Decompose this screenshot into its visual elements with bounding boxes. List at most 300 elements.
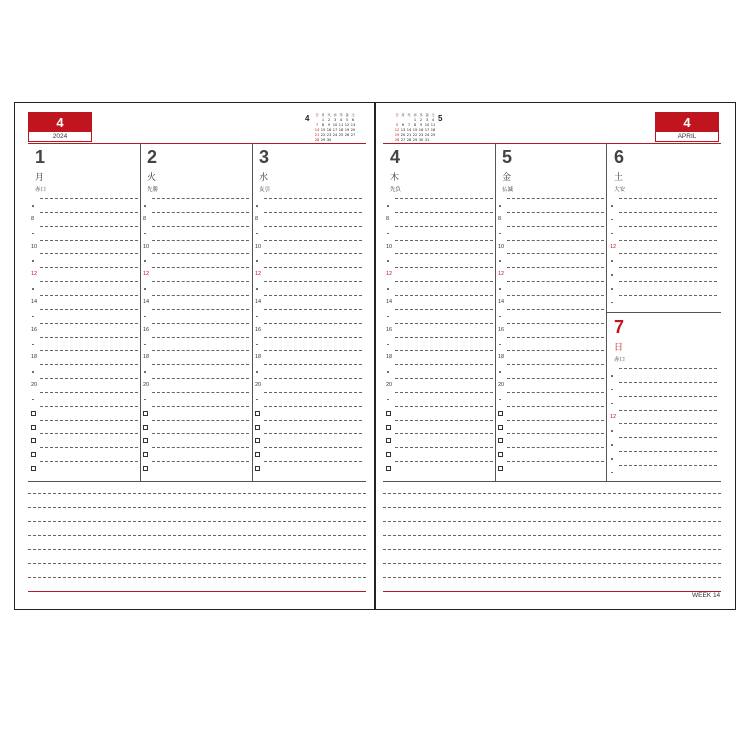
- schedule-line[interactable]: [40, 323, 138, 324]
- note-line[interactable]: [383, 549, 721, 550]
- schedule-line[interactable]: [395, 461, 493, 462]
- checkbox[interactable]: [143, 425, 148, 430]
- schedule-line[interactable]: [40, 350, 138, 351]
- schedule-line[interactable]: [264, 323, 362, 324]
- schedule-line[interactable]: [264, 198, 362, 199]
- time-tick: [32, 316, 34, 318]
- hour-label: 8: [386, 215, 390, 222]
- schedule-line[interactable]: [40, 281, 138, 282]
- mini-calendar-day: 25: [338, 133, 344, 137]
- checkbox[interactable]: [255, 438, 260, 443]
- schedule-line[interactable]: [395, 392, 493, 393]
- column-bottom-rule: [28, 481, 366, 482]
- mini-calendar-day: 21: [314, 133, 320, 137]
- day-number: 1: [35, 147, 46, 167]
- mini-calendar-day: 20: [350, 128, 356, 132]
- schedule-line[interactable]: [40, 420, 138, 421]
- mini-calendar-month: 5: [438, 114, 443, 123]
- schedule-line[interactable]: [619, 212, 717, 213]
- time-tick: [256, 288, 258, 290]
- schedule-line[interactable]: [40, 433, 138, 434]
- hour-label: 10: [498, 243, 505, 250]
- hour-label: 10: [255, 243, 262, 250]
- column-divider: [140, 143, 141, 481]
- schedule-line[interactable]: [395, 420, 493, 421]
- mini-calendar-day: 9: [419, 123, 423, 127]
- hour-label: 18: [386, 354, 393, 361]
- schedule-line[interactable]: [619, 465, 717, 466]
- mini-calendar-day: 11: [338, 123, 344, 127]
- time-tick: [611, 458, 613, 460]
- schedule-line[interactable]: [264, 406, 362, 407]
- schedule-line[interactable]: [507, 447, 604, 448]
- hour-label: 14: [498, 298, 505, 305]
- time-tick: [387, 399, 389, 401]
- mini-calendar-day: 15: [320, 128, 326, 132]
- time-tick: [144, 344, 146, 346]
- schedule-line[interactable]: [507, 406, 604, 407]
- schedule-line[interactable]: [395, 198, 493, 199]
- schedule-line[interactable]: [395, 378, 493, 379]
- schedule-line[interactable]: [395, 253, 493, 254]
- schedule-line[interactable]: [264, 267, 362, 268]
- mini-calendar-day: 14: [406, 128, 412, 132]
- note-line[interactable]: [28, 507, 366, 508]
- schedule-line[interactable]: [40, 226, 138, 227]
- schedule-line[interactable]: [264, 253, 362, 254]
- month-number: 4: [656, 113, 718, 132]
- hour-label: 18: [498, 354, 505, 361]
- weekday-label: 木: [419, 113, 423, 117]
- schedule-line[interactable]: [507, 295, 604, 296]
- schedule-line[interactable]: [264, 281, 362, 282]
- hour-label: 18: [255, 354, 262, 361]
- schedule-line[interactable]: [40, 267, 138, 268]
- time-tick: [387, 344, 389, 346]
- schedule-line[interactable]: [507, 461, 604, 462]
- hour-label: 20: [31, 382, 38, 389]
- note-line[interactable]: [383, 493, 721, 494]
- note-line[interactable]: [383, 521, 721, 522]
- time-tick: [32, 205, 34, 207]
- time-tick: [387, 233, 389, 235]
- time-tick: [499, 344, 501, 346]
- mini-calendar-day: 29: [412, 138, 418, 142]
- rokuyo-label: 友引: [259, 187, 271, 193]
- schedule-line[interactable]: [152, 406, 249, 407]
- schedule-line[interactable]: [152, 392, 249, 393]
- note-line[interactable]: [28, 577, 366, 578]
- checkbox[interactable]: [143, 411, 148, 416]
- schedule-line[interactable]: [619, 451, 717, 452]
- schedule-line[interactable]: [152, 364, 249, 365]
- mini-calendar-day: 8: [321, 123, 325, 127]
- schedule-line[interactable]: [619, 382, 717, 383]
- schedule-line[interactable]: [619, 226, 717, 227]
- time-tick: [611, 302, 613, 304]
- time-tick: [611, 205, 613, 207]
- schedule-line[interactable]: [152, 240, 249, 241]
- schedule-line[interactable]: [395, 226, 493, 227]
- checkbox[interactable]: [498, 411, 503, 416]
- schedule-line[interactable]: [395, 364, 493, 365]
- checkbox[interactable]: [386, 411, 391, 416]
- checkbox[interactable]: [498, 438, 503, 443]
- schedule-line[interactable]: [619, 198, 717, 199]
- time-tick: [499, 260, 501, 262]
- left-page: [15, 103, 374, 609]
- schedule-line[interactable]: [40, 309, 138, 310]
- hour-label: 10: [31, 243, 38, 250]
- schedule-line[interactable]: [507, 281, 604, 282]
- time-tick: [144, 288, 146, 290]
- schedule-line[interactable]: [152, 433, 249, 434]
- schedule-line[interactable]: [40, 240, 138, 241]
- saturday-sunday-divider: [607, 312, 721, 313]
- mini-calendar-day: 1: [413, 118, 417, 122]
- schedule-line[interactable]: [40, 295, 138, 296]
- schedule-line[interactable]: [264, 240, 362, 241]
- weekday-label: 木: [339, 113, 343, 117]
- hour-label: 14: [31, 298, 38, 305]
- schedule-line[interactable]: [264, 364, 362, 365]
- schedule-line[interactable]: [264, 378, 362, 379]
- footer-rule: [383, 591, 721, 592]
- schedule-line[interactable]: [619, 410, 717, 411]
- schedule-line[interactable]: [152, 267, 249, 268]
- schedule-line[interactable]: [40, 392, 138, 393]
- schedule-line[interactable]: [395, 240, 493, 241]
- checkbox[interactable]: [386, 452, 391, 457]
- weekday-label: 月: [35, 173, 45, 183]
- mini-calendar-day: 4: [339, 118, 343, 122]
- checkbox[interactable]: [386, 438, 391, 443]
- schedule-line[interactable]: [264, 420, 362, 421]
- checkbox[interactable]: [255, 466, 260, 471]
- schedule-line[interactable]: [395, 267, 493, 268]
- time-tick: [32, 371, 34, 373]
- schedule-line[interactable]: [619, 396, 717, 397]
- hour-label: 20: [255, 382, 262, 389]
- time-tick: [499, 399, 501, 401]
- schedule-line[interactable]: [152, 461, 249, 462]
- checkbox[interactable]: [143, 452, 148, 457]
- mini-calendar-day: 15: [412, 128, 418, 132]
- time-tick: [256, 205, 258, 207]
- weekday-label: 月: [321, 113, 325, 117]
- schedule-line[interactable]: [40, 337, 138, 338]
- schedule-line[interactable]: [264, 461, 362, 462]
- schedule-line[interactable]: [40, 406, 138, 407]
- schedule-line[interactable]: [395, 281, 493, 282]
- mini-calendar-day: 6: [351, 118, 355, 122]
- mini-calendar: [394, 113, 436, 143]
- mini-calendar-day: 23: [418, 133, 424, 137]
- note-line[interactable]: [28, 563, 366, 564]
- weekday-label: 火: [327, 113, 331, 117]
- schedule-line[interactable]: [40, 378, 138, 379]
- schedule-line[interactable]: [507, 433, 604, 434]
- mini-calendar-day: 22: [412, 133, 418, 137]
- schedule-line[interactable]: [152, 378, 249, 379]
- hour-label: 14: [255, 298, 262, 305]
- day-number: 3: [259, 147, 270, 167]
- schedule-line[interactable]: [395, 323, 493, 324]
- time-tick: [256, 371, 258, 373]
- weekday-label: 金: [345, 113, 349, 117]
- mini-calendar-day: 9: [327, 123, 331, 127]
- schedule-line[interactable]: [619, 423, 717, 424]
- header-rule: [383, 143, 721, 144]
- time-tick: [144, 233, 146, 235]
- day-number: 5: [502, 147, 513, 167]
- hour-label: 12: [31, 271, 38, 278]
- time-tick: [611, 260, 613, 262]
- hour-label: 12: [610, 243, 617, 250]
- time-tick: [611, 403, 613, 405]
- checkbox[interactable]: [498, 452, 503, 457]
- checkbox[interactable]: [31, 425, 36, 430]
- schedule-line[interactable]: [507, 378, 604, 379]
- mini-calendar-day: 27: [400, 138, 406, 142]
- time-tick: [32, 260, 34, 262]
- mini-calendar-day: 12: [344, 123, 350, 127]
- schedule-line[interactable]: [152, 295, 249, 296]
- mini-calendar-day: 19: [394, 133, 400, 137]
- mini-calendar-day: 27: [350, 133, 356, 137]
- hour-label: 12: [498, 271, 505, 278]
- mini-calendar-day: 30: [418, 138, 424, 142]
- checkbox[interactable]: [255, 452, 260, 457]
- schedule-line[interactable]: [507, 212, 604, 213]
- note-line[interactable]: [383, 563, 721, 564]
- time-tick: [499, 288, 501, 290]
- schedule-line[interactable]: [619, 240, 717, 241]
- note-line[interactable]: [28, 549, 366, 550]
- mini-calendar-month: 4: [305, 114, 310, 123]
- schedule-line[interactable]: [507, 364, 604, 365]
- time-tick: [611, 274, 613, 276]
- weekday-label: 日: [395, 113, 399, 117]
- schedule-line[interactable]: [40, 253, 138, 254]
- checkbox[interactable]: [255, 425, 260, 430]
- mini-calendar-day: 21: [406, 133, 412, 137]
- time-tick: [144, 205, 146, 207]
- schedule-line[interactable]: [152, 253, 249, 254]
- schedule-line[interactable]: [395, 295, 493, 296]
- checkbox[interactable]: [143, 438, 148, 443]
- schedule-line[interactable]: [152, 337, 249, 338]
- time-tick: [32, 344, 34, 346]
- mini-calendar-day: 2: [327, 118, 331, 122]
- planner-spread: [14, 102, 736, 610]
- schedule-line[interactable]: [619, 281, 717, 282]
- weekday-label: 土: [431, 113, 435, 117]
- schedule-line[interactable]: [152, 420, 249, 421]
- schedule-line[interactable]: [152, 198, 249, 199]
- schedule-line[interactable]: [395, 212, 493, 213]
- mini-calendar-day: 19: [344, 128, 350, 132]
- schedule-line[interactable]: [507, 392, 604, 393]
- schedule-line[interactable]: [264, 433, 362, 434]
- schedule-line[interactable]: [264, 226, 362, 227]
- hour-label: 8: [143, 215, 147, 222]
- note-line[interactable]: [383, 507, 721, 508]
- time-tick: [499, 316, 501, 318]
- time-tick: [144, 316, 146, 318]
- hour-label: 12: [255, 271, 262, 278]
- weekday-label: 土: [614, 173, 624, 183]
- weekday-label: 水: [259, 173, 269, 183]
- schedule-line[interactable]: [264, 392, 362, 393]
- rokuyo-label: 先勝: [147, 187, 159, 193]
- schedule-line[interactable]: [507, 337, 604, 338]
- mini-calendar-day: 24: [424, 133, 430, 137]
- mini-calendar-day: 13: [400, 128, 406, 132]
- schedule-line[interactable]: [395, 350, 493, 351]
- hour-label: 8: [255, 215, 259, 222]
- schedule-line[interactable]: [507, 198, 604, 199]
- schedule-line[interactable]: [507, 323, 604, 324]
- checkbox[interactable]: [31, 466, 36, 471]
- schedule-line[interactable]: [507, 267, 604, 268]
- checkbox[interactable]: [498, 466, 503, 471]
- schedule-line[interactable]: [507, 226, 604, 227]
- time-tick: [499, 205, 501, 207]
- weekday-label: 水: [333, 113, 337, 117]
- schedule-line[interactable]: [619, 267, 717, 268]
- time-tick: [611, 375, 613, 377]
- mini-calendar-day: 14: [314, 128, 320, 132]
- schedule-line[interactable]: [395, 309, 493, 310]
- hour-label: 16: [143, 326, 150, 333]
- checkbox[interactable]: [31, 452, 36, 457]
- hour-label: 20: [386, 382, 393, 389]
- month-badge: [655, 112, 719, 142]
- schedule-line[interactable]: [619, 253, 717, 254]
- hour-label: 20: [498, 382, 505, 389]
- time-tick: [611, 444, 613, 446]
- time-tick: [387, 371, 389, 373]
- time-tick: [611, 288, 613, 290]
- note-line[interactable]: [28, 535, 366, 536]
- hour-label: 12: [610, 413, 617, 420]
- weekday-label: 火: [147, 173, 157, 183]
- schedule-line[interactable]: [507, 240, 604, 241]
- checkbox[interactable]: [31, 438, 36, 443]
- weekday-label: 木: [390, 173, 400, 183]
- hour-label: 10: [143, 243, 150, 250]
- schedule-line[interactable]: [619, 437, 717, 438]
- schedule-line[interactable]: [40, 447, 138, 448]
- mini-calendar-day: 28: [314, 138, 320, 142]
- mini-calendar-day: 30: [326, 138, 332, 142]
- schedule-line[interactable]: [152, 226, 249, 227]
- schedule-line[interactable]: [264, 212, 362, 213]
- schedule-line[interactable]: [395, 433, 493, 434]
- note-line[interactable]: [28, 521, 366, 522]
- schedule-line[interactable]: [152, 281, 249, 282]
- mini-calendar: [314, 113, 356, 143]
- time-tick: [256, 399, 258, 401]
- checkbox[interactable]: [143, 466, 148, 471]
- schedule-line[interactable]: [395, 337, 493, 338]
- mini-calendar-day: 26: [344, 133, 350, 137]
- hour-label: 8: [31, 215, 35, 222]
- checkbox[interactable]: [386, 425, 391, 430]
- note-line[interactable]: [28, 493, 366, 494]
- schedule-line[interactable]: [40, 198, 138, 199]
- time-tick: [32, 233, 34, 235]
- schedule-line[interactable]: [152, 447, 249, 448]
- schedule-line[interactable]: [507, 350, 604, 351]
- rokuyo-label: 赤口: [35, 187, 47, 193]
- mini-calendar-day: 18: [430, 128, 436, 132]
- schedule-line[interactable]: [264, 337, 362, 338]
- mini-calendar-day: 12: [394, 128, 400, 132]
- time-tick: [144, 260, 146, 262]
- schedule-line[interactable]: [152, 350, 249, 351]
- mini-calendar-day: 7: [315, 123, 319, 127]
- day-number: 2: [147, 147, 158, 167]
- schedule-line[interactable]: [264, 350, 362, 351]
- schedule-line[interactable]: [40, 364, 138, 365]
- mini-calendar-day: 17: [424, 128, 430, 132]
- schedule-line[interactable]: [619, 368, 717, 369]
- header-rule: [28, 143, 366, 144]
- schedule-line[interactable]: [507, 420, 604, 421]
- note-line[interactable]: [383, 577, 721, 578]
- hour-label: 14: [143, 298, 150, 305]
- schedule-line[interactable]: [507, 253, 604, 254]
- checkbox[interactable]: [386, 466, 391, 471]
- day-number: 7: [614, 317, 625, 337]
- schedule-line[interactable]: [395, 447, 493, 448]
- hour-label: 12: [143, 271, 150, 278]
- checkbox[interactable]: [498, 425, 503, 430]
- schedule-line[interactable]: [264, 295, 362, 296]
- time-tick: [611, 472, 613, 474]
- hour-label: 20: [143, 382, 150, 389]
- footer-rule: [28, 591, 366, 592]
- schedule-line[interactable]: [40, 461, 138, 462]
- mini-calendar-day: 22: [320, 133, 326, 137]
- mini-calendar-day: 5: [345, 118, 349, 122]
- year-label: 2024: [52, 133, 68, 140]
- mini-calendar-day: 16: [326, 128, 332, 132]
- time-tick: [144, 371, 146, 373]
- time-tick: [32, 399, 34, 401]
- hour-label: 18: [31, 354, 38, 361]
- note-line[interactable]: [383, 535, 721, 536]
- schedule-line[interactable]: [507, 309, 604, 310]
- hour-label: 16: [386, 326, 393, 333]
- hour-label: 12: [386, 271, 393, 278]
- schedule-line[interactable]: [152, 323, 249, 324]
- time-tick: [256, 316, 258, 318]
- schedule-line[interactable]: [152, 309, 249, 310]
- schedule-line[interactable]: [264, 309, 362, 310]
- schedule-line[interactable]: [395, 406, 493, 407]
- schedule-line[interactable]: [40, 212, 138, 213]
- schedule-line[interactable]: [619, 295, 717, 296]
- schedule-line[interactable]: [152, 212, 249, 213]
- checkbox[interactable]: [31, 411, 36, 416]
- mini-calendar-day: 6: [401, 123, 405, 127]
- week-label: WEEK 14: [692, 592, 721, 599]
- checkbox[interactable]: [255, 411, 260, 416]
- schedule-line[interactable]: [264, 447, 362, 448]
